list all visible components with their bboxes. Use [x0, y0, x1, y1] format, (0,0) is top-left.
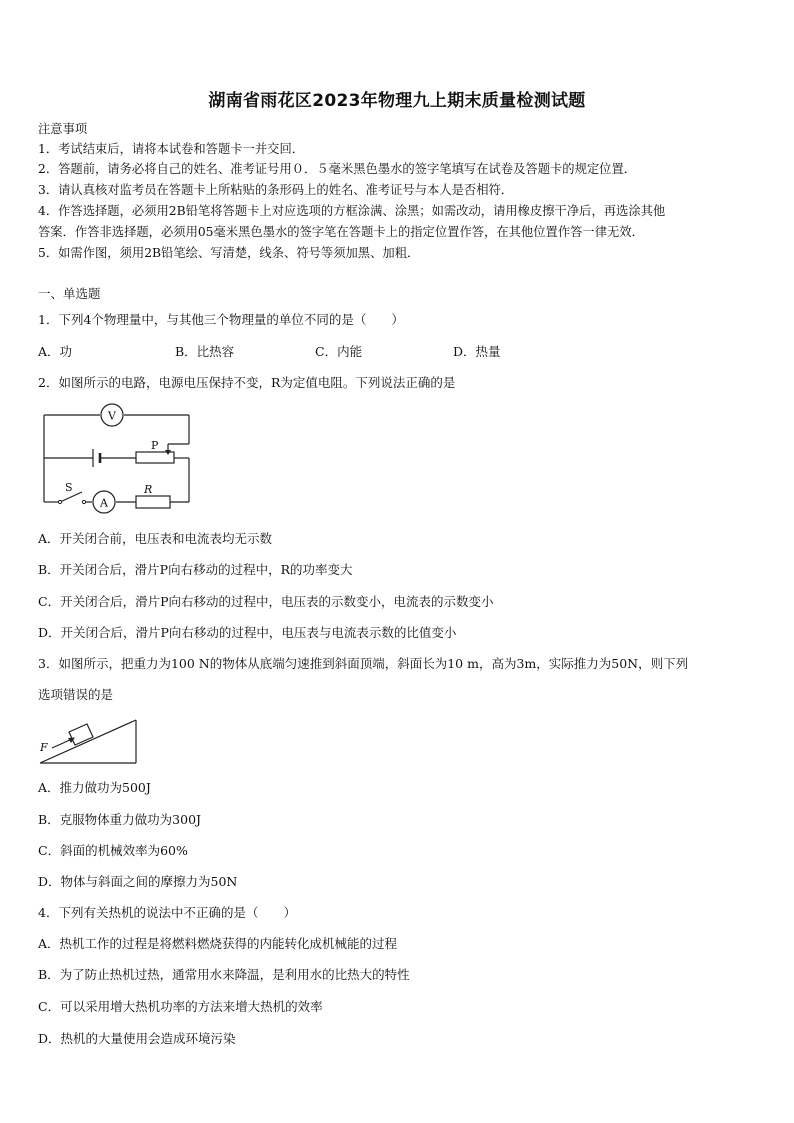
ammeter-label: A — [100, 496, 108, 510]
question-2-option-d: D．开关闭合后，滑片P向右移动的过程中，电压表与电流表示数的比值变小 — [38, 625, 457, 640]
switch-label: S — [65, 481, 73, 494]
question-3-stem-continued: 选项错误的是 — [38, 687, 114, 702]
question-4-option-c: C．可以采用增大热机功率的方法来增大热机的效率 — [38, 999, 323, 1014]
notice-heading: 注意事项 — [38, 122, 88, 136]
question-3-stem: 3．如图所示，把重力为100 N的物体从底端匀速推到斜面顶端，斜面长为10 m，高为3m，实际推力为50N，则下列 — [38, 656, 689, 671]
notice-item: 3．请认真核对监考员在答题卡上所粘贴的条形码上的姓名、准考证号与本人是否相符． — [38, 183, 514, 197]
force-label: F — [40, 741, 48, 754]
question-3-option-d: D．物体与斜面之间的摩擦力为50N — [38, 874, 238, 889]
slider-label: P — [151, 439, 159, 452]
question-2-option-c: C．开关闭合后，滑片P向右移动的过程中，电压表的示数变小，电流表的示数变小 — [38, 594, 494, 609]
notice-item: 4．作答选择题，必须用2B铅笔将答题卡上对应选项的方框涂满、涂黑；如需改动，请用橡皮擦干净后，再选涂其他 — [38, 204, 666, 218]
question-3-option-c: C．斜面的机械效率为60% — [38, 843, 188, 858]
question-4-option-a: A．热机工作的过程是将燃料燃烧获得的内能转化成机械能的过程 — [38, 936, 398, 951]
section-heading: 一、单选题 — [38, 286, 101, 301]
incline-diagram — [38, 712, 142, 768]
question-4-stem: 4．下列有关热机的说法中不正确的是（ ） — [38, 905, 296, 920]
question-2-option-a: A．开关闭合前，电压表和电流表均无示数 — [38, 531, 273, 546]
notice-item: 5．如需作图，须用2B铅笔绘、写清楚，线条、符号等须加黑、加粗． — [38, 246, 420, 260]
question-2-option-b: B．开关闭合后，滑片P向右移动的过程中，R的功率变大 — [38, 562, 353, 577]
option-d: D．热量 — [453, 344, 501, 359]
option-c: C．内能 — [315, 344, 363, 359]
question-3-option-b: B．克服物体重力做功为300J — [38, 812, 202, 827]
switch-contact — [58, 500, 61, 503]
notice-item: 1．考试结束后，请将本试卷和答题卡一并交回． — [38, 142, 305, 156]
voltmeter-label: V — [108, 409, 116, 423]
option-a: A．功 — [38, 344, 73, 359]
option-b: B．比热容 — [175, 344, 235, 359]
question-4-option-d: D．热机的大量使用会造成环境污染 — [38, 1031, 236, 1046]
switch-contact — [82, 500, 85, 503]
resistor-label: R — [144, 483, 153, 496]
question-3-option-a: A．推力做功为500J — [38, 780, 151, 795]
notice-item: 2．答题前，请务必将自己的姓名、准考证号用０．５毫米黑色墨水的签字笔填写在试卷及答题卡的规定位置． — [38, 162, 637, 176]
exam-title: 湖南省雨花区2023年物理九上期末质量检测试题 — [208, 91, 586, 111]
question-2-stem: 2．如图所示的电路，电源电压保持不变，R为定值电阻。下列说法正确的是 — [38, 375, 456, 390]
block — [69, 724, 93, 745]
force-arrow-shaft — [52, 739, 72, 748]
notice-item: 答案．作答非选择题，必须用05毫米黑色墨水的签字笔在答题卡上的指定位置作答，在其他位置作答一律无效． — [38, 225, 644, 239]
circuit-diagram — [38, 400, 198, 522]
question-1-stem: 1．下列4个物理量中，与其他三个物理量的单位不同的是（ ） — [38, 312, 404, 327]
question-4-option-b: B．为了防止热机过热，通常用水来降温，是利用水的比热大的特性 — [38, 967, 410, 982]
